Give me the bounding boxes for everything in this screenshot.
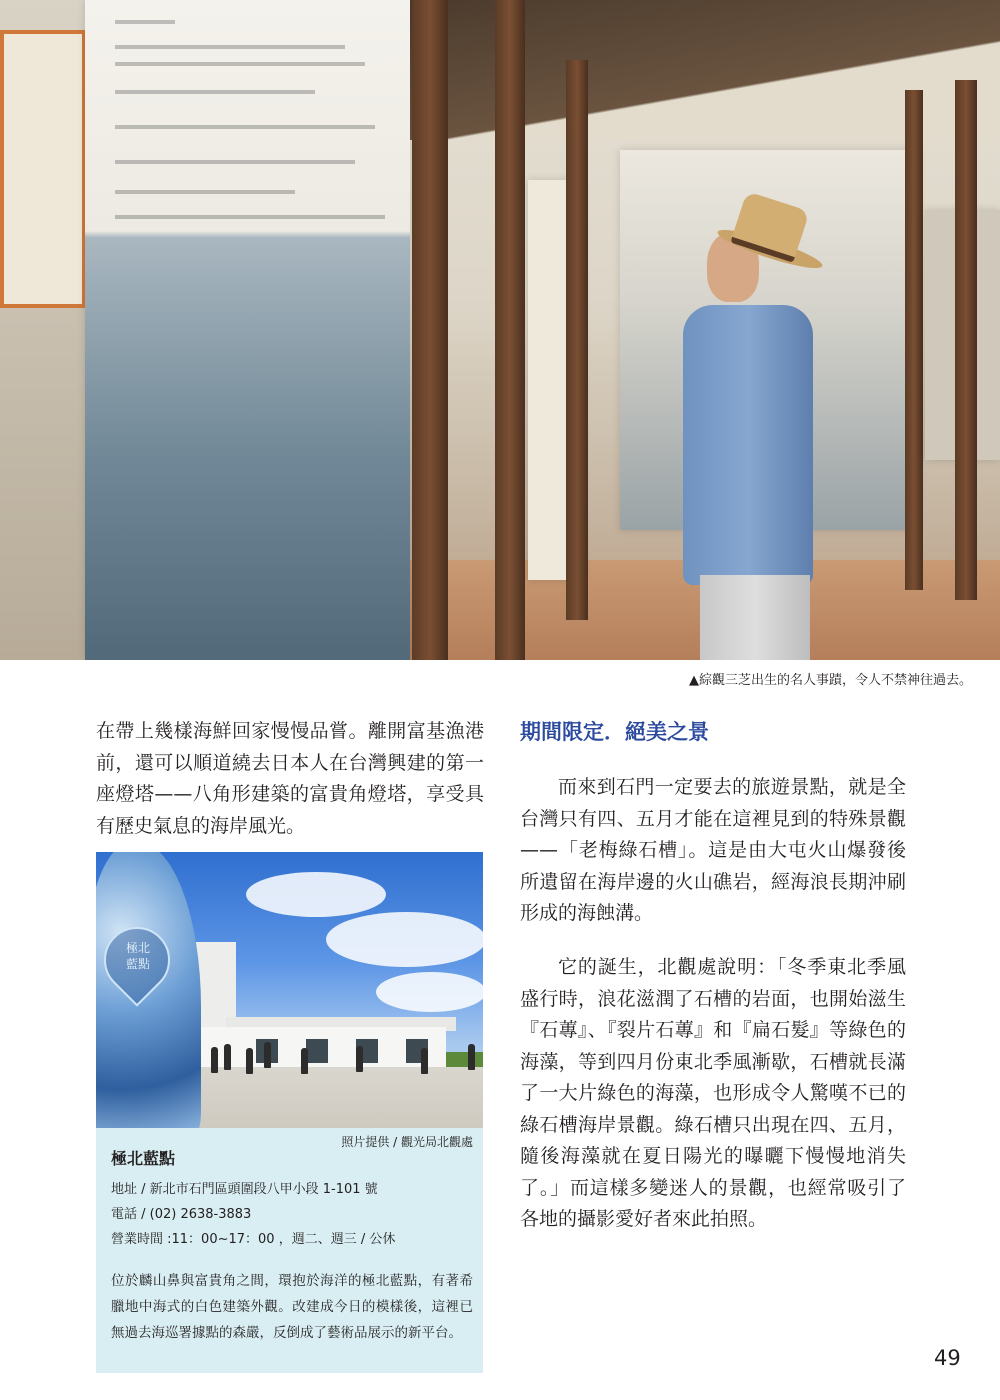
spot-name: 極北藍點: [111, 1149, 176, 1168]
right-paragraph-1: 而來到石門一定要去的旅遊景點，就是全台灣只有四、五月才能在這裡見到的特殊景觀——「老梅綠石槽」。這是由大屯火山爆發後所遺留在海岸邊的火山礁岩，經海浪長期沖刷形成的海蝕溝。: [520, 776, 906, 924]
panel-text-line: [115, 160, 355, 164]
left-paragraph: 在帶上幾樣海鮮回家慢慢品嘗。離開富基漁港前，還可以順道繞去日本人在台灣興建的第一座燈塔——八角形建築的富貴角燈塔，享受具有歷史氣息的海岸風光。: [96, 720, 484, 837]
info-box: [96, 852, 483, 1373]
visitor-figure: [224, 1044, 231, 1070]
wooden-post: [412, 0, 448, 660]
visitor-body: [683, 305, 813, 585]
banner-text: 極北: [125, 941, 150, 955]
banner-text: 藍點: [125, 957, 150, 971]
visitor-legs: [700, 575, 810, 660]
visitor-figure: [356, 1046, 363, 1072]
spot-description: 位於麟山鼻與富貴角之間，環抱於海洋的極北藍點，有著希臘地中海式的白色建築外觀。改建成今日的模樣後，這裡已無過去海巡署據點的森嚴，反倒成了藝術品展示的新平台。: [111, 1273, 473, 1341]
hero-photo: [0, 0, 1000, 660]
cloud: [326, 912, 483, 967]
panel-text-line: [115, 90, 315, 94]
photo-credit: 照片提供 / 觀光局北觀處: [341, 1135, 473, 1149]
wooden-post: [905, 90, 923, 590]
wooden-post: [955, 80, 977, 600]
panel-text-line: [115, 215, 385, 219]
visitor-figure: [301, 1048, 308, 1074]
phone: 電話 / (02) 2638-3883: [111, 1207, 252, 1222]
panel-text-line: [115, 62, 365, 66]
wooden-post: [495, 0, 525, 660]
visitor-figure: [421, 1048, 428, 1074]
wooden-post: [566, 60, 588, 620]
exhibit-panel-large: [85, 0, 410, 660]
panel-text-line: [115, 125, 375, 129]
section-heading: 期間限定．絕美之景: [520, 719, 709, 744]
right-paragraph-2: 它的誕生，北觀處說明：「冬季東北季風盛行時，浪花滋潤了石槽的岩面，也開始滋生『石蓴』、『裂片石蓴』和『扁石髮』等綠色的海藻，等到四月份東北季風漸歇，石槽就長滿了一大片綠色的海藻，也形成令人驚嘆不已的綠石槽海岸景觀。綠石槽只出現在四、五月，隨後海藻就在夏日陽光的曝曬下慢慢地消失了。」而這樣多變迷人的景觀，也經常吸引了各地的攝影愛好者來此拍照。: [520, 956, 906, 1230]
panel-text-line: [115, 45, 345, 49]
panel-text-line: [115, 20, 175, 24]
portrait-frame: [0, 30, 86, 308]
straw-hat: [715, 195, 815, 275]
visitor-figure: [246, 1048, 253, 1074]
cloud: [376, 972, 483, 1012]
panel-text-line: [115, 190, 295, 194]
blue-banner: [96, 852, 201, 1128]
page-number: 49: [934, 1346, 961, 1370]
white-building: [196, 1027, 446, 1067]
cloud: [246, 872, 386, 917]
location-pin-icon: [104, 927, 174, 1017]
visitor-figure: [211, 1047, 218, 1073]
opening-hours: 營業時間 :11：00~17：00 ，週二、週三 / 公休: [111, 1232, 396, 1247]
photo-caption: ▲綜觀三芝出生的名人事蹟，令人不禁神往過去。: [689, 673, 972, 688]
visitor-figure: [264, 1042, 271, 1068]
address: 地址 / 新北市石門區頭圍段八甲小段 1-101 號: [111, 1182, 378, 1197]
visitor-figure: [468, 1044, 475, 1070]
info-box-photo: [96, 852, 483, 1128]
